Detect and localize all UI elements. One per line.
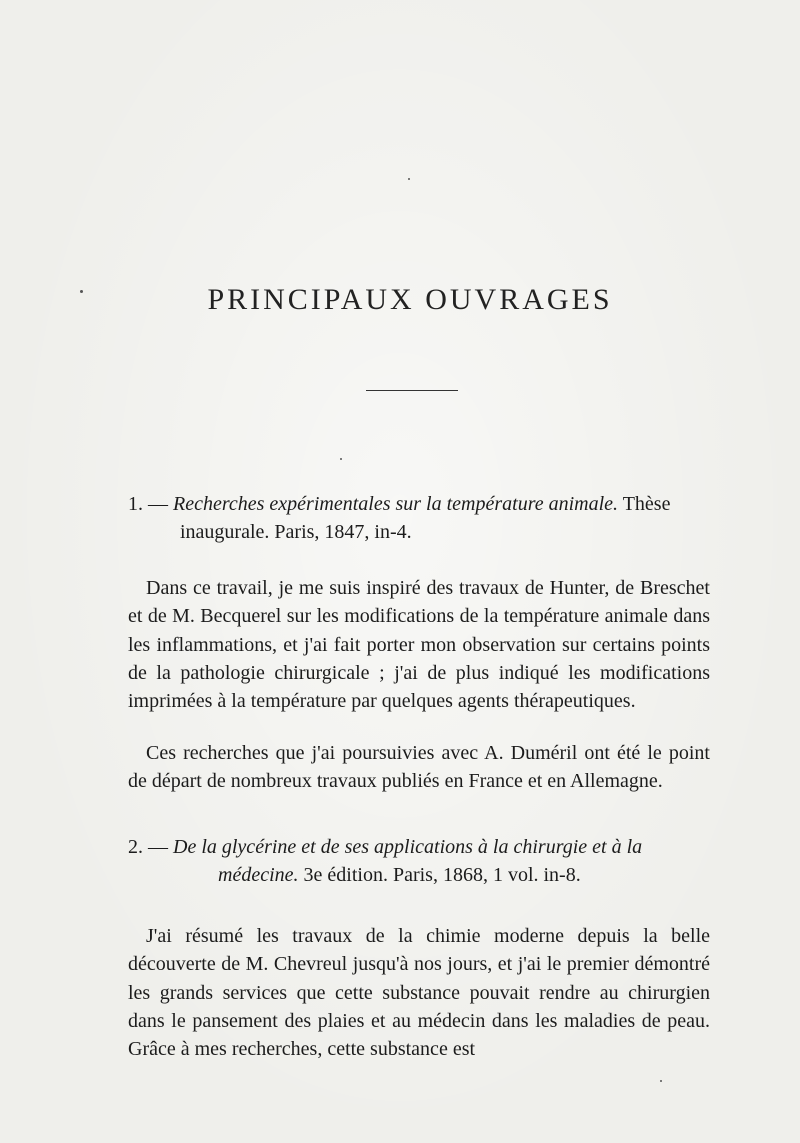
entry-2-heading xyxy=(128,833,718,889)
scan-speck xyxy=(660,1080,662,1082)
entry-1-work-title: Recherches expérimentales sur la température animale. xyxy=(173,493,619,515)
scan-speck xyxy=(408,178,410,180)
scan-speck xyxy=(80,290,83,293)
title-divider xyxy=(366,390,458,391)
entry-1-details-line2: inaugurale. Paris, 1847, in-4. xyxy=(180,521,412,543)
entry-2-number: 2. — xyxy=(128,836,173,858)
entry-1-paragraph-2: Ces recherches que j'ai poursuivies avec A. Duméril ont été le point de départ de nombreux travaux publiés en France et en Allemagne. xyxy=(128,742,710,793)
scan-speck xyxy=(340,458,342,460)
page-title: PRINCIPAUX OUVRAGES xyxy=(207,283,613,316)
entry-1-paragraph-1: Dans ce travail, je me suis inspiré des travaux de Hunter, de Breschet et de M. Becquerel sur les modifications de la température animale dans les inflammations, et j'ai fait porter mon observation sur certains points de la pathologie chirurgicale ; j'ai de plus indiqué les modifications imprimées à la température par quelques agents thérapeutiques. xyxy=(128,577,710,713)
entry-2-work-title-line1: De la glycérine et de ses applications à la chirurgie et à la xyxy=(173,836,643,858)
entry-2-paragraph-1: J'ai résumé les travaux de la chimie moderne depuis la belle découverte de M. Chevreul jusqu'à nos jours, et j'ai le premier démontré les grands services que cette substance pouvait rendre au chirurgien dans le pansement des plaies et au médecin dans les maladies de peau. Grâce à mes recherches, cette substance est xyxy=(128,925,710,1061)
entry-2-work-title-line2: médecine. xyxy=(218,864,299,886)
entry-1-details-line1: Thèse xyxy=(618,493,671,515)
entry-2-details: 3e édition. Paris, 1868, 1 vol. in-8. xyxy=(298,864,581,886)
entry-1-heading xyxy=(128,490,718,546)
entry-1-number: 1. — xyxy=(128,493,173,515)
